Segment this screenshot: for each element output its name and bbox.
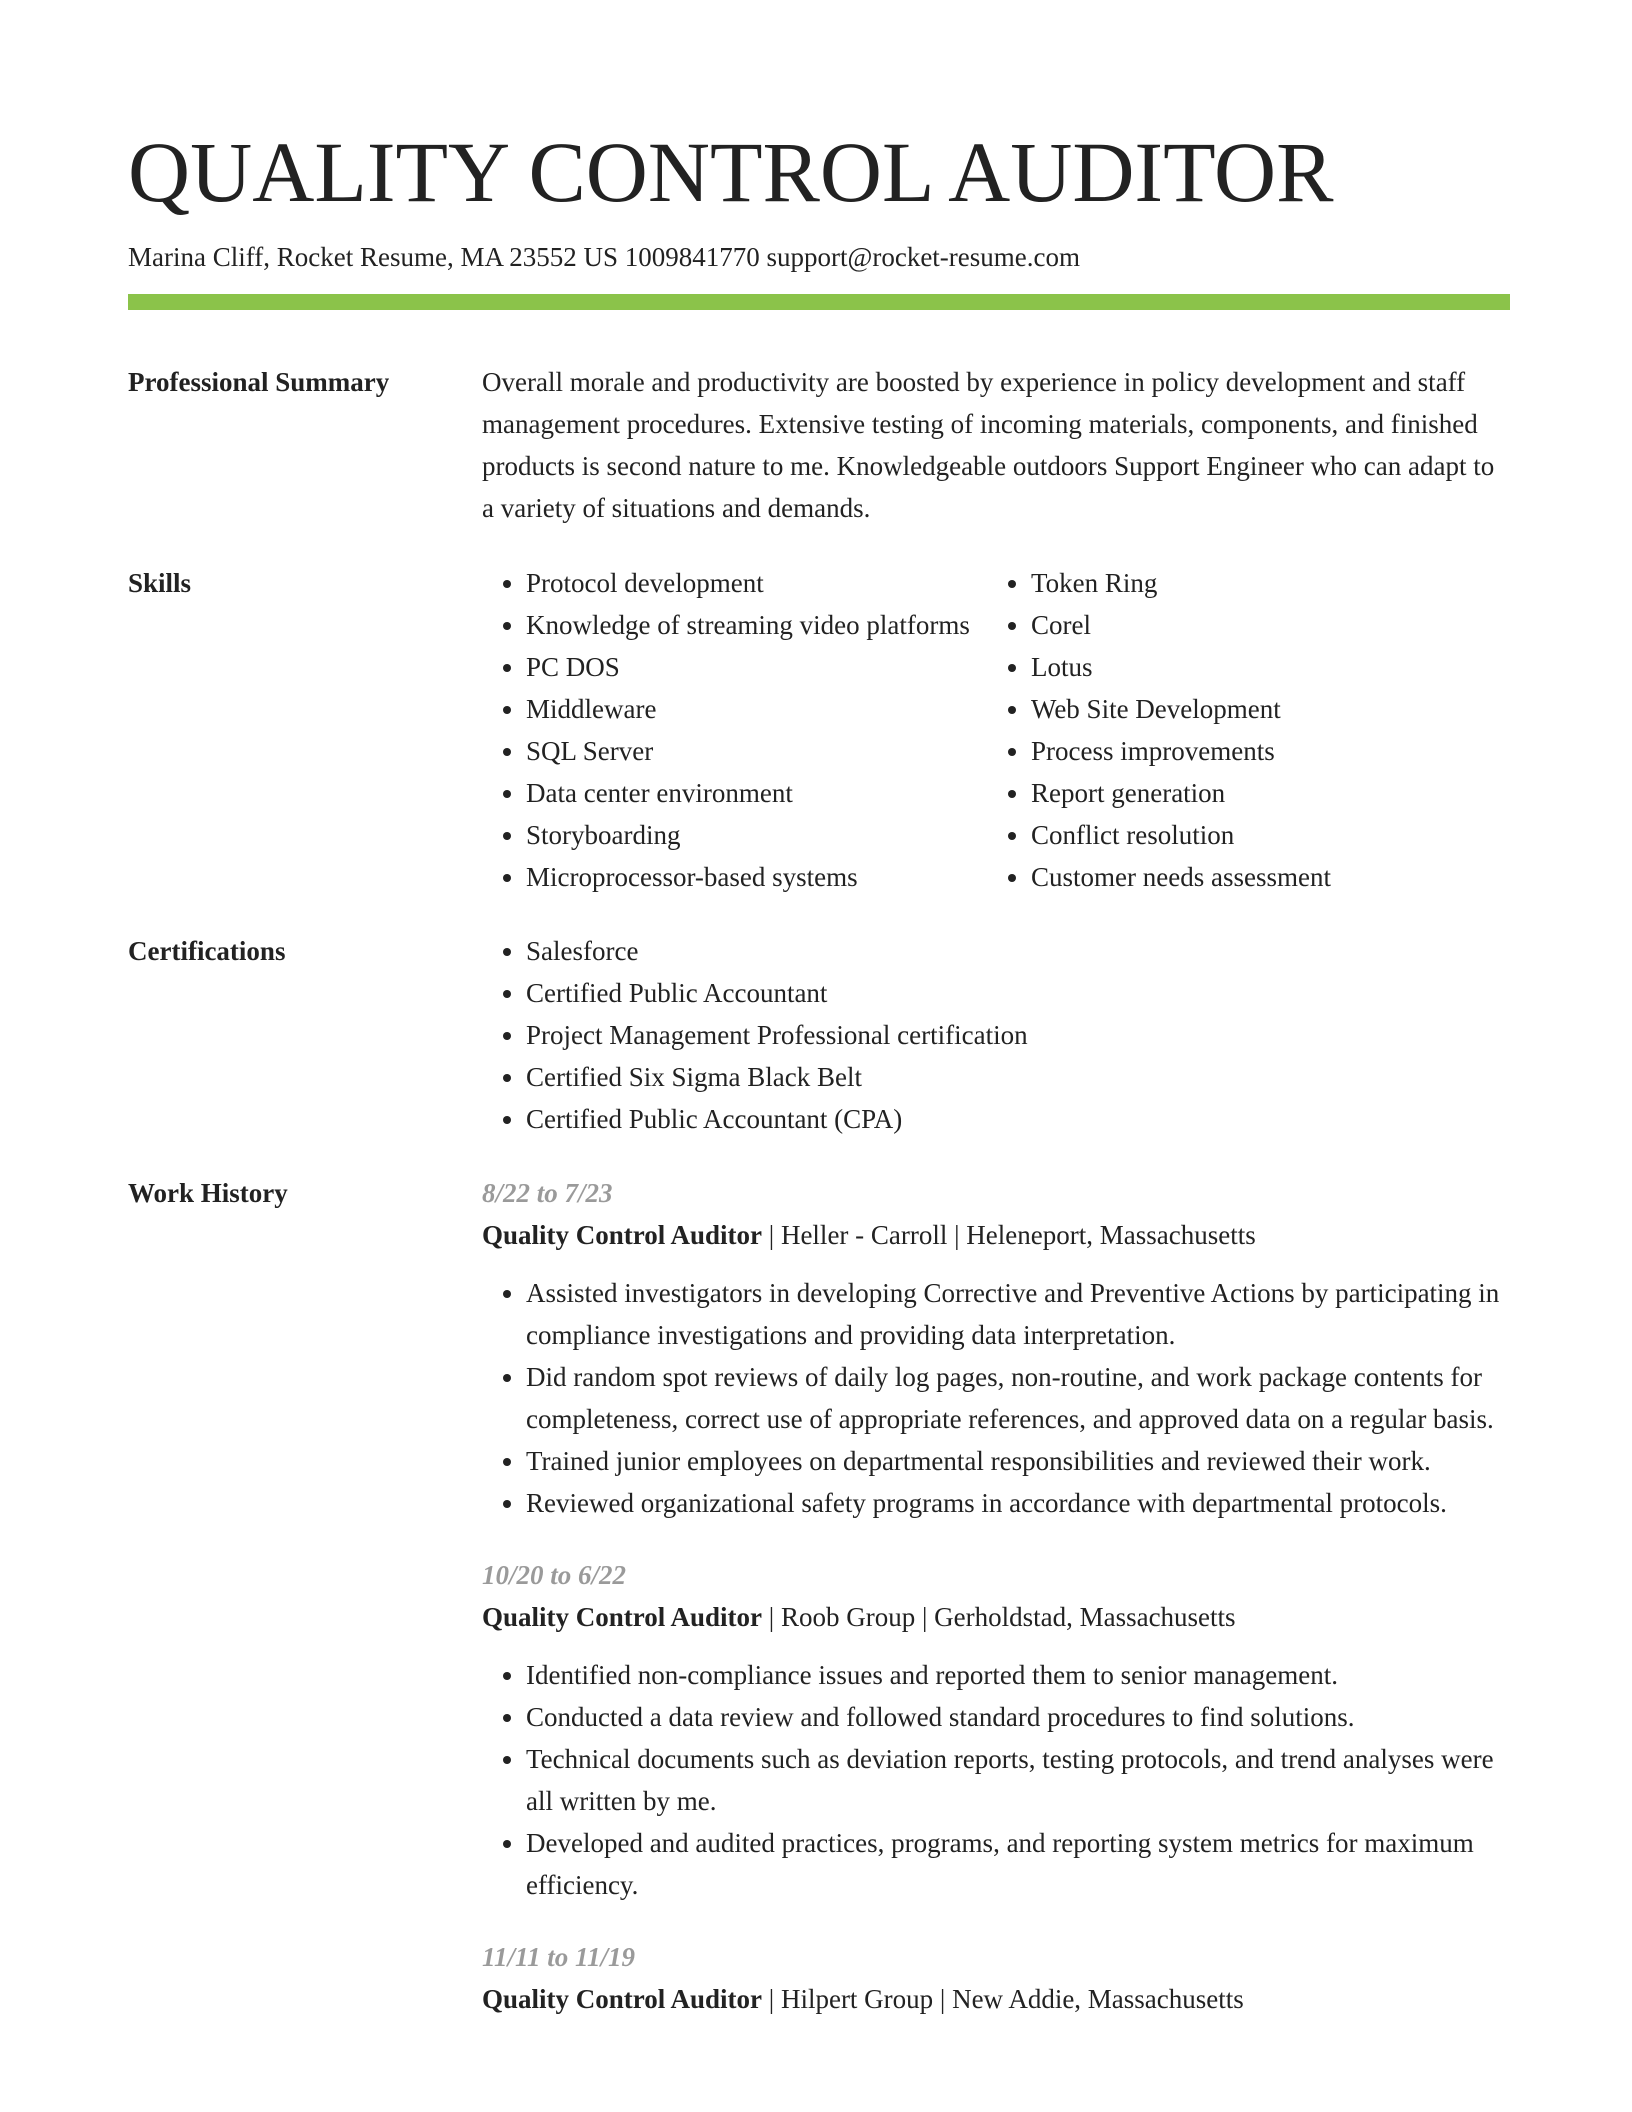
skill-item: • Report generation [1031,772,1510,814]
skill-item: • PC DOS [526,646,987,688]
contact-location: MA 23552 US [460,242,618,272]
job-bullet: • Assisted investigators in developing Corrective and Preventive Actions by participating in compliance investigations and providing data interpretation. [526,1272,1510,1356]
skill-item: • SQL Server [526,730,987,772]
job-title: Quality Control Auditor [482,1602,763,1632]
section-certifications [128,930,1510,1140]
summary-text: Overall morale and productivity are boosted by experience in policy development and staff management procedures. Extensive testing of incoming materials, components, and finished products is second nature to me. Knowledgeable outdoors Support Engineer who can adapt to a variety of situations and demands. [482,367,1495,523]
section-work-history [128,1172,1510,2050]
skills-list-left [482,562,987,898]
certification-item: • Salesforce [526,930,1510,972]
skill-item: • Process improvements [1031,730,1510,772]
job-bullet: • Conducted a data review and followed standard procedures to find solutions. [526,1696,1510,1738]
contact-line [128,240,1510,274]
certifications-body [482,930,1510,1140]
work-history-body [482,1172,1510,2050]
job-bullet: • Identified non-compliance issues and reported them to senior management. [526,1654,1510,1696]
contact-name: Marina Cliff, [128,242,270,272]
job-bullet: • Reviewed organizational safety programs in accordance with departmental protocols. [526,1482,1510,1524]
job-heading [482,1214,1510,1256]
resume-page [128,0,1510,2050]
job-bullet: • Trained junior employees on departmental responsibilities and reviewed their work. [526,1440,1510,1482]
job-dates: 10/20 to 6/22 [482,1560,627,1590]
job-details: | Hilpert Group | New Addie, Massachusetts [762,1984,1244,2014]
job-details: | Roob Group | Gerholdstad, Massachusetts [762,1602,1236,1632]
section-skills [128,562,1510,898]
skill-item: • Corel [1031,604,1510,646]
skill-item: • Protocol development [526,562,987,604]
skill-item: • Middleware [526,688,987,730]
accent-divider [128,294,1510,310]
skill-item: • Web Site Development [1031,688,1510,730]
section-label: Professional Summary [128,367,390,397]
skill-item: • Storyboarding [526,814,987,856]
contact-email: support@rocket-resume.com [766,242,1081,272]
job-bullets [482,1272,1510,1524]
certification-item: • Project Management Professional certification [526,1014,1510,1056]
job-entry [482,1554,1510,1906]
job-title: Quality Control Auditor [482,1220,763,1250]
skills-grid [482,562,1510,898]
job-entry [482,1172,1510,1524]
skill-item: • Customer needs assessment [1031,856,1510,898]
certification-item: • Certified Six Sigma Black Belt [526,1056,1510,1098]
certifications-list [482,930,1510,1140]
job-details: | Heller - Carroll | Heleneport, Massachusetts [762,1220,1256,1250]
certification-item: • Certified Public Accountant [526,972,1510,1014]
skill-item: • Conflict resolution [1031,814,1510,856]
job-dates: 8/22 to 7/23 [482,1178,613,1208]
job-entry [482,1936,1510,2020]
skill-item: • Data center environment [526,772,987,814]
skill-item: • Lotus [1031,646,1510,688]
skill-item: • Microprocessor-based systems [526,856,987,898]
job-bullet: • Technical documents such as deviation reports, testing protocols, and trend analyses were all written by me. [526,1738,1510,1822]
skills-list-right [987,562,1510,898]
skill-item: • Token Ring [1031,562,1510,604]
job-bullets [482,1654,1510,1906]
job-bullet: • Did random spot reviews of daily log pages, non-routine, and work package contents for completeness, correct use of appropriate references, and approved data on a regular basis. [526,1356,1510,1440]
resume-title: QUALITY CONTROL AUDITOR [128,124,1334,220]
skill-item: • Knowledge of streaming video platforms [526,604,987,646]
job-heading [482,1978,1510,2020]
section-professional-summary [128,361,1510,529]
job-dates: 11/11 to 11/19 [482,1942,636,1972]
contact-company: Rocket Resume, [276,242,454,272]
section-label: Work History [128,1178,288,1208]
job-heading [482,1596,1510,1638]
section-label: Skills [128,568,192,598]
contact-phone: 1009841770 [624,242,760,272]
job-title: Quality Control Auditor [482,1984,763,2014]
job-bullet: • Developed and audited practices, programs, and reporting system metrics for maximum efficiency. [526,1822,1510,1906]
certification-item: • Certified Public Accountant (CPA) [526,1098,1510,1140]
section-label: Certifications [128,936,286,966]
